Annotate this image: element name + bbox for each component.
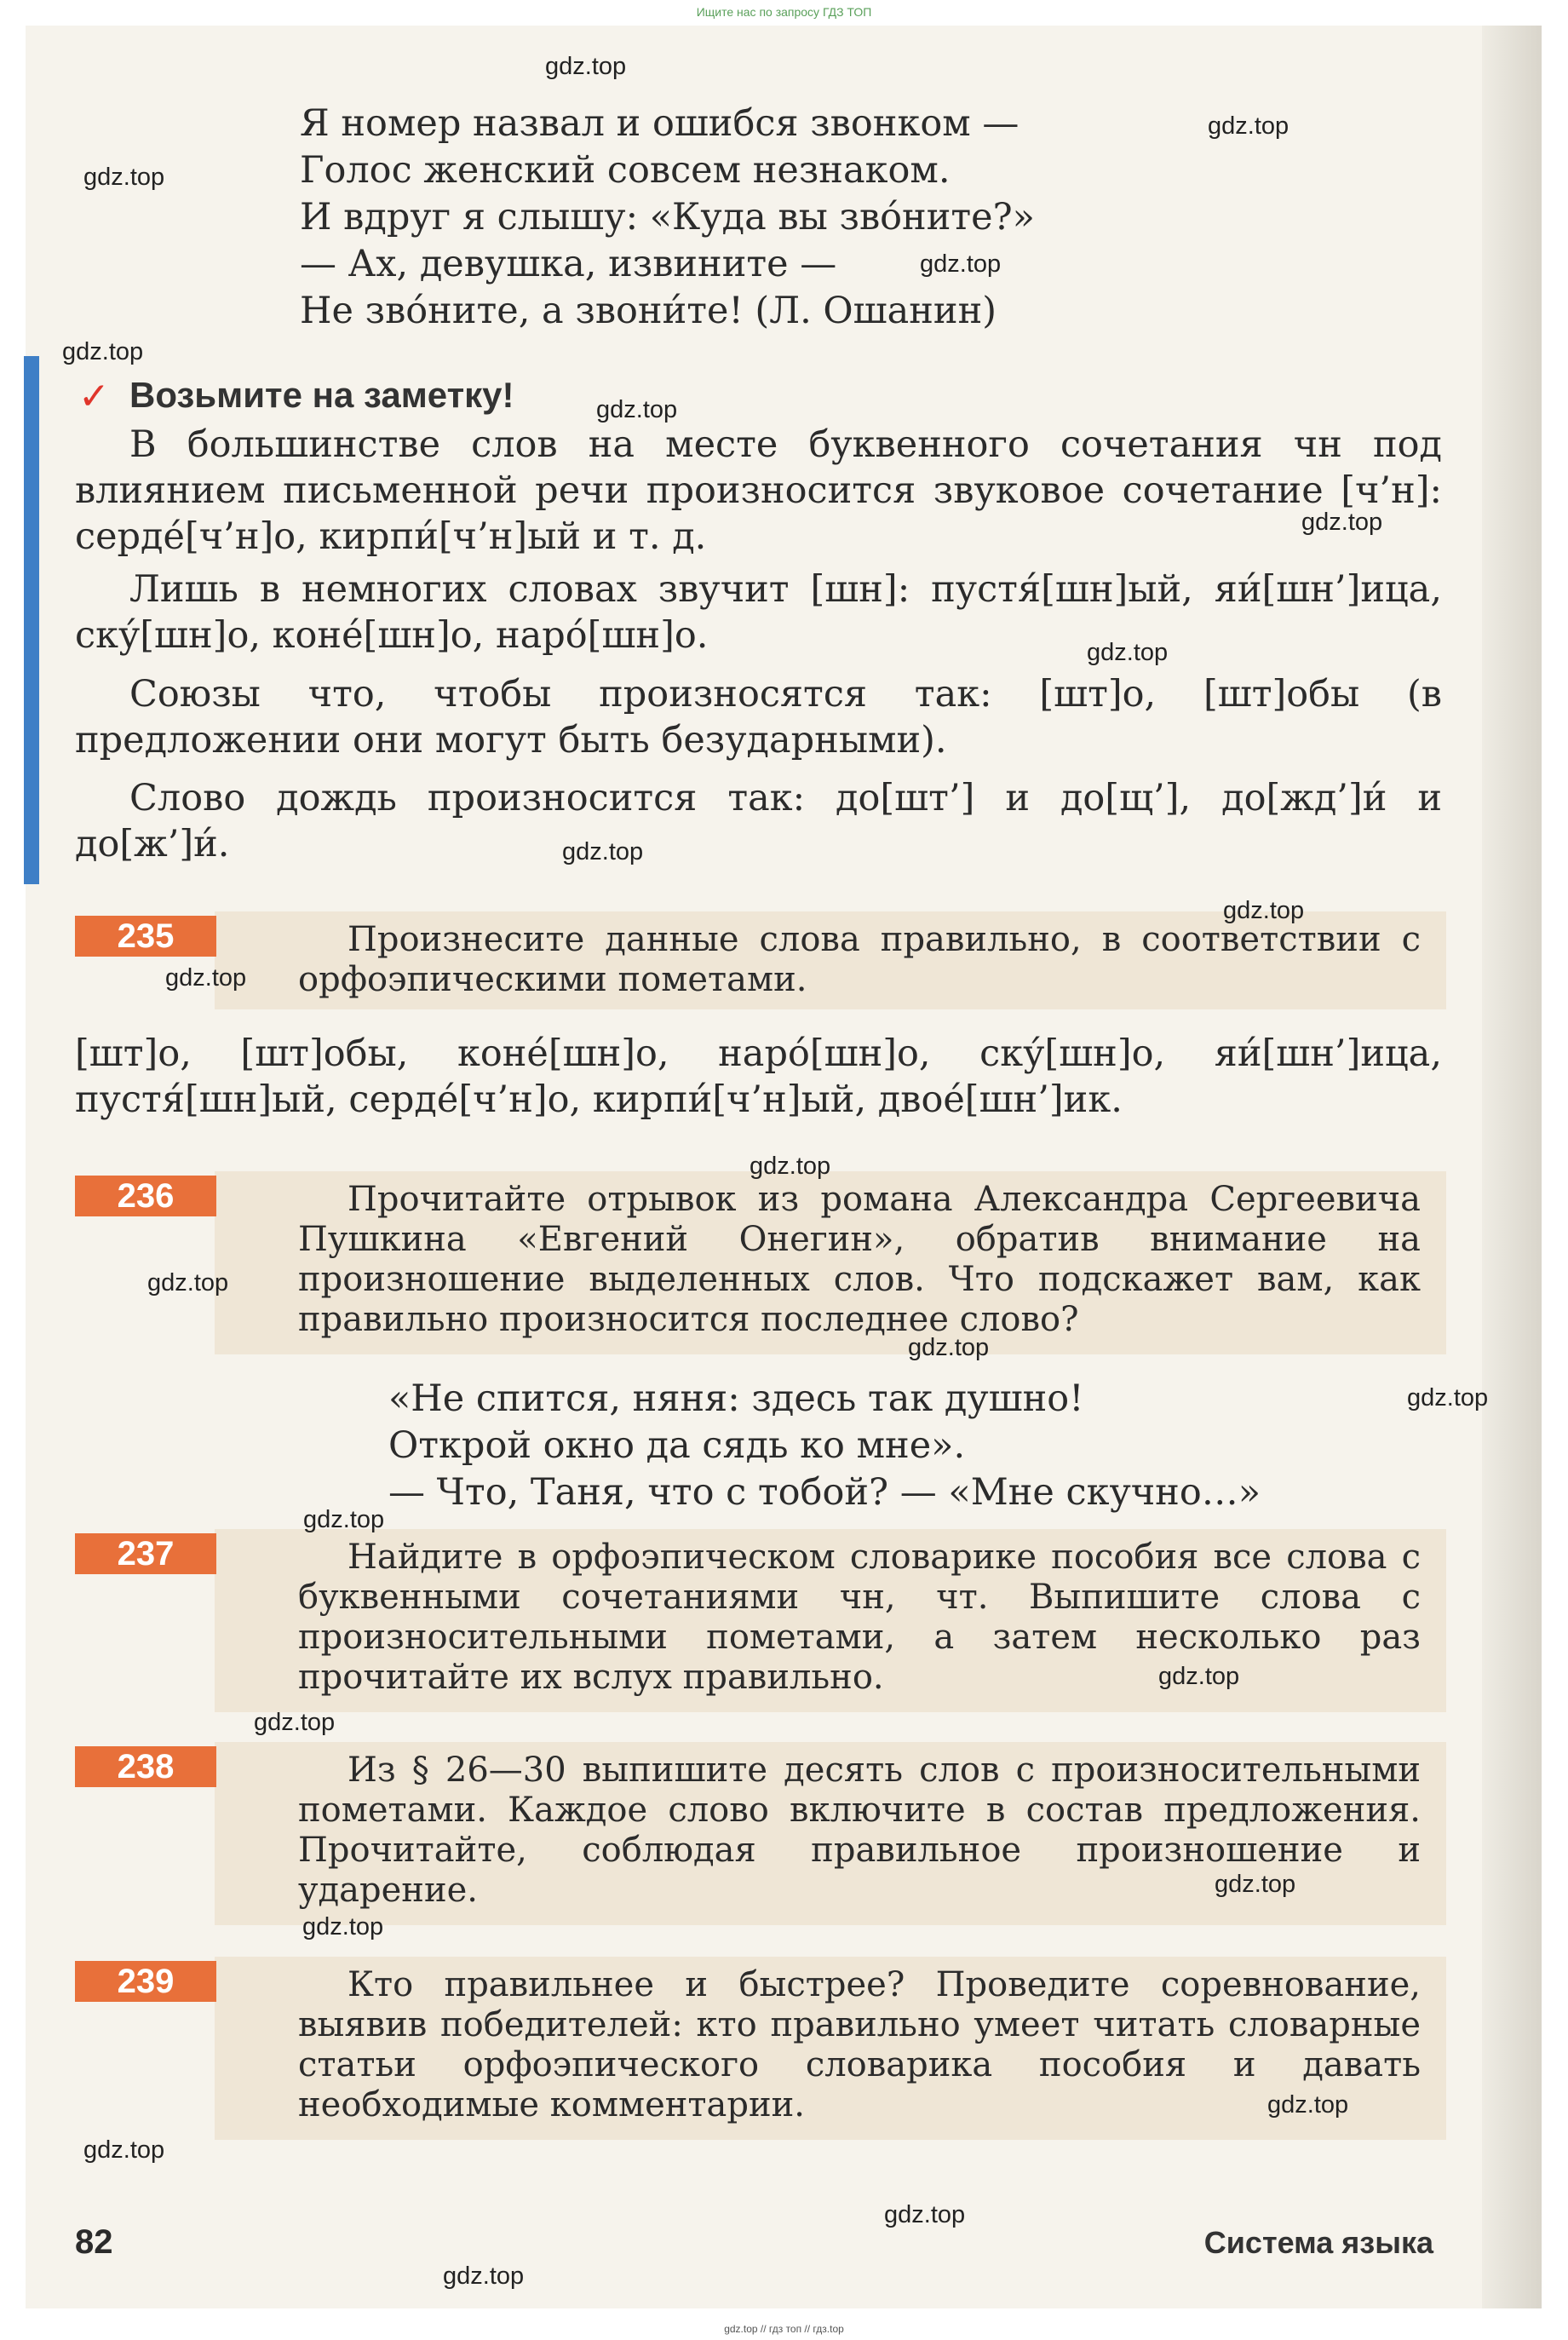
quote-onegin [388, 1376, 1261, 1516]
watermark: gdz.top [165, 964, 247, 992]
watermark: gdz.top [302, 1913, 384, 1940]
top-banner: Ищите нас по запросу ГДЗ ТОП [696, 5, 872, 19]
watermark: gdz.top [920, 250, 1002, 278]
watermark: gdz.top [303, 1506, 385, 1533]
checkmark-icon: ✓ [78, 375, 110, 418]
task-number-236: 236 [75, 1176, 216, 1216]
task-number-237: 237 [75, 1533, 216, 1574]
watermark: gdz.top [1267, 2091, 1349, 2119]
watermark: gdz.top [750, 1153, 831, 1180]
task-text-235: Произнесите данные слова правильно, в соответствии с орфоэпическими пометами. [298, 920, 1421, 999]
watermark: gdz.top [1158, 1663, 1240, 1690]
note-paragraph: В большинстве слов на месте буквенного сочетания чн под влиянием письменной речи произносится звуковое сочетание [ч’н]: серде́[ч’н]о, кирпи́[ч’н]ый и т. д. [75, 423, 1442, 558]
note-title: Возьмите на заметку! [129, 375, 514, 415]
poem-line: Не зво́ните, а звони́те! (Л. Ошанин) [300, 290, 997, 332]
task-text-236: Прочитайте отрывок из романа Александра Сергеевича Пушкина «Евгений Онегин», обратив внимание на произношение выделенных слов. Что подскажет вам, как правильно произносится последнее слово? [298, 1180, 1421, 1339]
watermark: gdz.top [545, 53, 627, 80]
watermark: gdz.top [1208, 112, 1289, 140]
watermark: gdz.top [83, 164, 165, 191]
watermark: gdz.top [1087, 639, 1169, 666]
watermark: gdz.top [908, 1334, 990, 1361]
note-paragraph: Слово дождь произносится так: до[шт’] и до[щ’], до[жд’]и́ и до[ж’]и́. [75, 777, 1442, 865]
poem-line: Голос женский совсем незнаком. [300, 149, 951, 192]
watermark: gdz.top [562, 838, 644, 865]
note-paragraph: Союзы что, чтобы произносятся так: [шт]о, [шт]обы (в предложении они могут быть безударными). [75, 673, 1442, 762]
watermark: gdz.top [83, 2136, 165, 2164]
page-spine-shadow [1482, 26, 1542, 2308]
watermark: gdz.top [884, 2201, 966, 2228]
watermark: gdz.top [254, 1709, 336, 1736]
bottom-banner: gdz.top // гдз топ // гдз.top [724, 2323, 844, 2335]
note-accent-bar [24, 356, 39, 884]
watermark: gdz.top [443, 2262, 525, 2290]
task-text-237: Найдите в орфоэпическом словарике пособия все слова с буквенными сочетаниями чн, чт. Выпишите слова с произносительными пометами, а затем несколько раз прочитайте их вслух правильно. [298, 1538, 1421, 1697]
task-number-238: 238 [75, 1746, 216, 1787]
watermark: gdz.top [1215, 1871, 1296, 1898]
task-number-235: 235 [75, 916, 216, 957]
poem-line: И вдруг я слышу: «Куда вы зво́ните?» [300, 196, 1035, 239]
watermark: gdz.top [147, 1269, 229, 1296]
section-title: Система языка [1203, 2225, 1433, 2260]
poem-line: Я номер назвал и ошибся звонком — [300, 102, 1019, 145]
note-paragraph: Лишь в немногих словах звучит [шн]: пустя́[шн]ый, яи́[шн’]ица, ску́[шн]о, коне́[шн]о, наро́[шн]о. [75, 568, 1442, 657]
watermark: gdz.top [1223, 897, 1305, 924]
quote-line: Открой окно да сядь ко мне». [388, 1424, 966, 1467]
quote-line: «Не спится, няня: здесь так душно! [388, 1377, 1084, 1420]
watermark: gdz.top [1301, 509, 1383, 536]
word-list-235: [шт]о, [шт]обы, коне́[шн]о, наро́[шн]о, ску́[шн]о, яи́[шн’]ица, пустя́[шн]ый, серде́[ч’н]о, кирпи́[ч’н]ый, двое́[шн’]ик. [75, 1032, 1442, 1121]
task-text-239: Кто правильнее и быстрее? Проведите соревнование, выявив победителей: кто правильно умеет читать словарные статьи орфоэпического словарика пособия и давать необходимые комментарии. [298, 1965, 1421, 2124]
page-number: 82 [75, 2223, 113, 2261]
task-text-238: Из § 26—30 выпишите десять слов с произносительными пометами. Каждое слово включите в состав предложения. Прочитайте, соблюдая правильное произношение и ударение. [298, 1751, 1421, 1910]
watermark: gdz.top [62, 338, 144, 365]
task-number-239: 239 [75, 1961, 216, 2002]
poem [300, 101, 1035, 335]
watermark: gdz.top [1407, 1384, 1489, 1411]
watermark: gdz.top [596, 396, 678, 423]
poem-line: — Ах, девушка, извините — [300, 243, 837, 285]
quote-line: — Что, Таня, что с тобой? — «Мне скучно…» [388, 1471, 1261, 1514]
